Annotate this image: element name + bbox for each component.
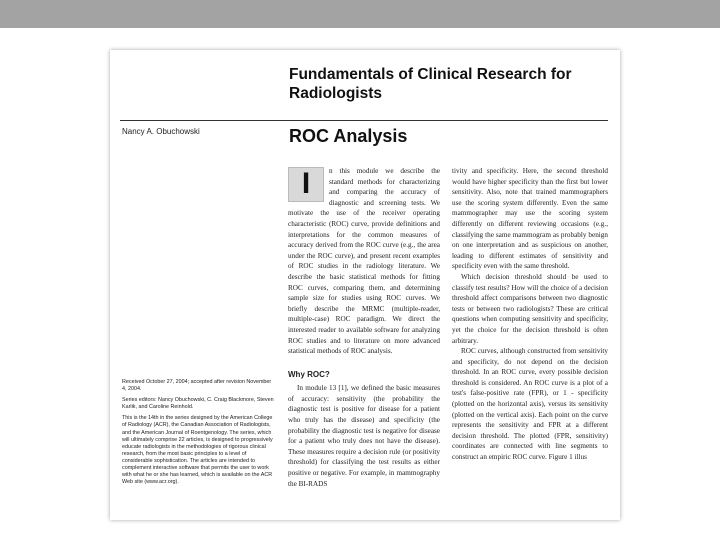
intro-text: n this module we describe the standard methods for characterizing and comparing the accuracy of diagnostic and screening tests. We motivate the use of the receiver operating characteristic (ROC) curve, provide definitions and interpretations for the common measures of accuracy derived from the ROC curve (e.g., the area under the ROC curve), and present recent examples of ROC studies in the radiology literature. We describe the basic statistical methods for fitting ROC curves, comparing them, and determining sample size for studies using ROC curves. We briefly describe the MRMC (multiple-reader, multiple-case) ROC paradigm. We direct the interested reader to available software for analyzing ROC studies and to literature on more advanced statistical methods of ROC analysis. bbox=[288, 167, 440, 356]
right-paragraph-1: tivity and specificity. Here, the second threshold would have higher specificity than the first but lower sensitivity. Also, note that trained mammographers use the scoring system differently. Even the same mammographer may use the scoring system differently on different reviewing occasions (e.g., classifying the same mammogram as probably benign on one interpretation and as suspicious on another, leading to different estimates of sensitivity and specificity even with the same threshold. bbox=[452, 167, 608, 271]
series-title: Fundamentals of Clinical Research for Radiologists bbox=[289, 66, 572, 102]
presentation-top-bar bbox=[0, 0, 720, 28]
article-title: ROC Analysis bbox=[289, 126, 408, 146]
right-column bbox=[452, 166, 608, 463]
received-note: Received October 27, 2004; accepted after revision November 4, 2004. bbox=[122, 379, 272, 393]
section-body: In module 13 [1], we defined the basic measures of accuracy: sensitivity (the probability the diagnostic test is positive for disease for a patient who truly has the disease) and specificity (the probability the diagnostic test is negative for disease for a patient who truly does not have the disease). These measures require a decision rule (or positivity threshold) for classifying the test results as either positive or negative. For example, in mammography the BI-RADS bbox=[288, 384, 440, 488]
header-rule bbox=[120, 120, 608, 121]
section-heading: Why ROC? bbox=[288, 369, 330, 379]
right-paragraph-3: ROC curves, although constructed from sensitivity and specificity, do not depend on the decision threshold. In an ROC curve, every possible decision threshold is considered. An ROC curve is a plot of a test's false-positive rate (FPR), or 1 - specificity (plotted on the horizontal axis), versus its sensitivity (plotted on the vertical axis). Each point on the curve represents the sensitivity and FPR at a different decision threshold. The plotted (FPR, sensitivity) coordinates are connected with line segments to construct an empiric ROC curve. Figure 1 illus bbox=[452, 347, 608, 462]
article-page bbox=[110, 50, 620, 520]
editors-note: Series editors: Nancy Obuchowski, C. Craig Blackmore, Steven Karlik, and Caroline Reinhold. bbox=[122, 397, 274, 411]
left-column bbox=[288, 166, 440, 489]
side-notes bbox=[122, 379, 276, 490]
intro-paragraph bbox=[288, 166, 440, 357]
dropcap: I bbox=[288, 167, 324, 202]
right-paragraph-2: Which decision threshold should be used to classify test results? How will the choice of a decision threshold affect comparisons between two diagnostic tests or between two radiologists? These are critical questions when computing sensitivity and specificity, yet the choice for the decision threshold is often arbitrary. bbox=[452, 272, 608, 345]
author-name: Nancy A. Obuchowski bbox=[122, 127, 200, 136]
series-about-note: This is the 14th in the series designed by the American College of Radiology (ACR), the Canadian Association of Radiologists, and the American Journal of Roentgenology. The series, which will ultimately comprise 22 articles, is designed to progressively educate radiologists in the methodologies of rigorous clinical research, from the most basic principles to a level of considerable sophistication. The articles are intended to complement interactive software that permits the user to work with what he or she has learned, which is available on the ACR Web site (www.acr.org). bbox=[122, 415, 273, 486]
